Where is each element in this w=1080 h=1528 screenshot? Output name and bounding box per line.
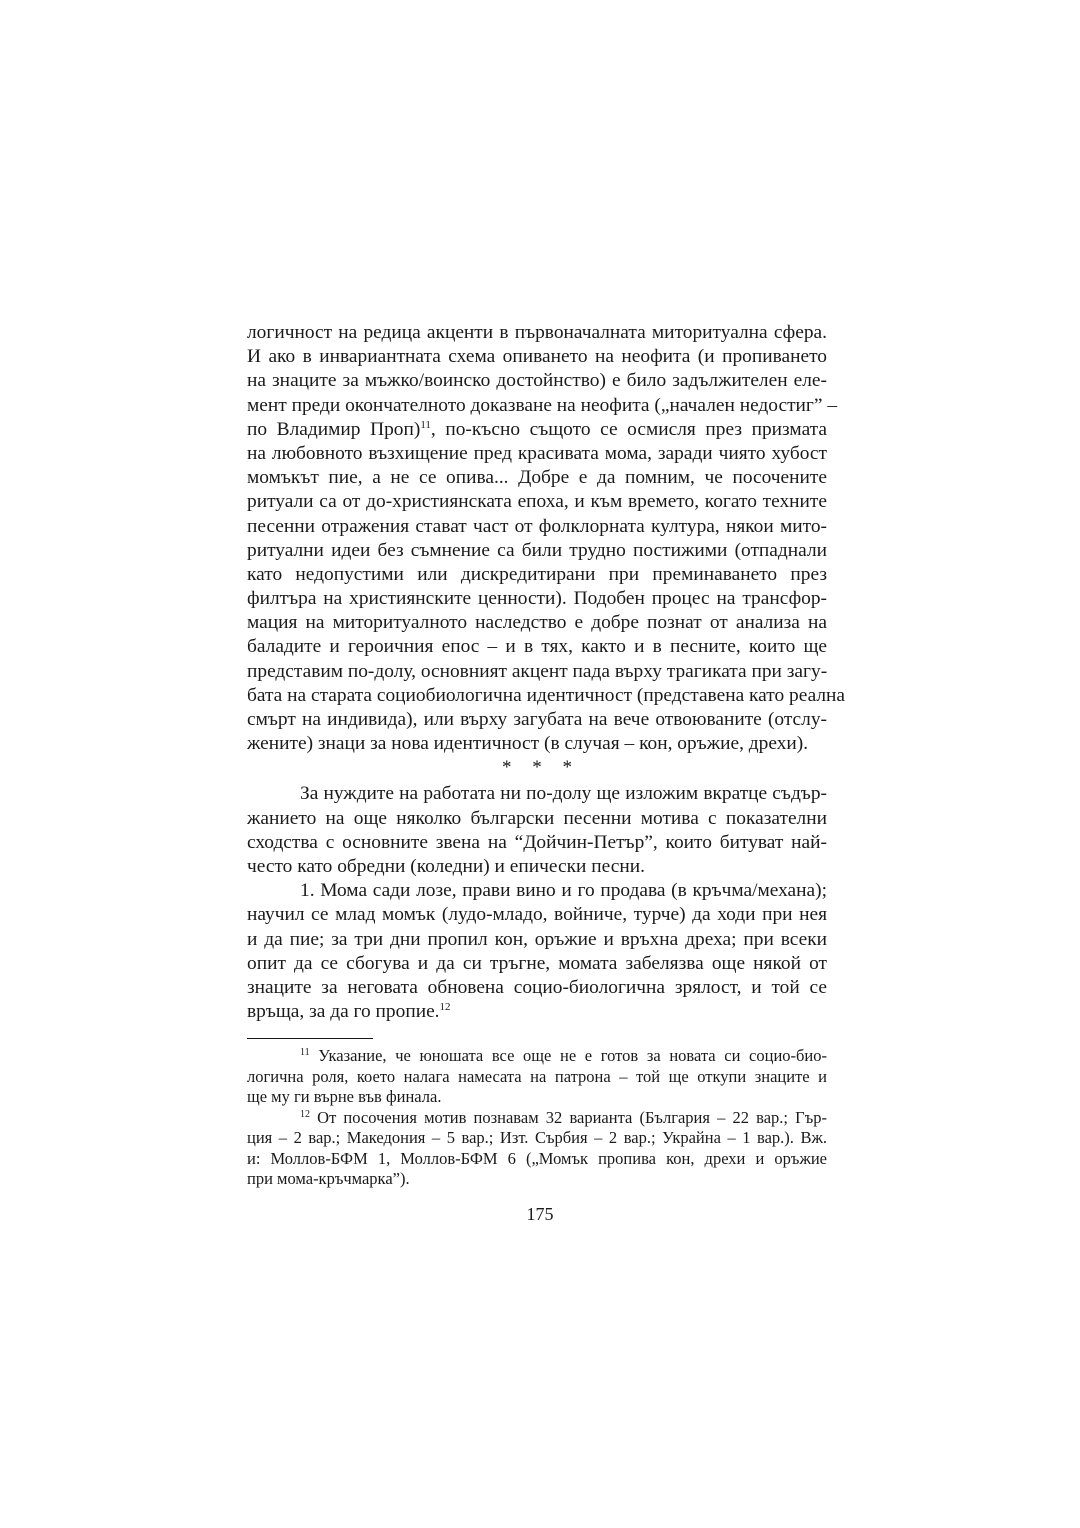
text-line: мент преди окончателното доказване на неофита („начален недостиг” – xyxy=(247,394,838,416)
section-separator: * * * xyxy=(502,757,580,779)
text-line: песенни отражения стават част от фолклорната култура, някои мито- xyxy=(247,515,827,537)
footnote-line xyxy=(247,1046,827,1067)
main-text xyxy=(247,321,846,1024)
footnote-ref-11[interactable]: 11 xyxy=(420,418,431,431)
text-line xyxy=(247,418,827,442)
text-line: И ако в инвариантната схема опиването на неофита (и пропиването xyxy=(247,346,827,368)
footnote-marker-12: 12 xyxy=(300,1108,310,1120)
footnote-line: ще му ги върне във финала. xyxy=(247,1087,442,1106)
footnote-line: ция – 2 вар.; Македония – 5 вар.; Изт. Сърбия – 2 вар.; Украйна – 1 вар.). Вж. xyxy=(247,1128,827,1147)
text-line: жените) знаци за нова идентичност (в случая – кон, оръжие, дрехи). xyxy=(247,733,809,755)
text-line xyxy=(247,1000,827,1024)
text-fragment: От посочения мотив познавам 32 варианта (България – 22 вар.; Гър- xyxy=(310,1107,827,1127)
paragraph-2 xyxy=(247,782,827,879)
text-line: смърт на индивида), или върху загубата на вече отвоюваните (отслу- xyxy=(247,709,827,730)
text-line: опит да се сбогува и да си тръгне, момата забелязва още някой от xyxy=(247,952,827,974)
text-line: ритуални идеи без съмнение са били трудно постижими (отпаднали xyxy=(247,539,827,561)
text-fragment: по Владимир Проп) xyxy=(247,418,421,440)
text-fragment: , по-късно същото се осмисля през призмата xyxy=(430,418,827,440)
footnote-line: и: Моллов-БФМ 1, Моллов-БФМ 6 („Момък пропива кон, дрехи и оръжие xyxy=(247,1148,827,1168)
text-line: жанието на още няколко български песенни мотива с показателни xyxy=(247,807,827,829)
footnote-divider xyxy=(247,1038,373,1039)
text-fragment: връща, за да го пропие. xyxy=(247,1001,440,1023)
footnote-ref-12[interactable]: 12 xyxy=(439,1001,451,1014)
text-line: баладите и героичния епос – и в тях, както и в песните, които ще xyxy=(247,636,827,658)
text-line: логичност на редица акценти в първоначалната миторитуална сфера. xyxy=(247,322,827,343)
text-line: 1. Мома сади лозе, прави вино и го продава (в кръчма/механа); xyxy=(300,880,827,902)
text-line: на любовното възхищение пред красивата мома, заради чиято хубост xyxy=(247,442,827,464)
text-line: филтъра на християнските ценности). Подобен процес на трансфор- xyxy=(247,588,827,610)
paragraph-1 xyxy=(247,321,846,756)
page-number: 175 xyxy=(526,1204,554,1224)
text-line: на знаците за мъжко/воинско достойнство) е било задължителен еле- xyxy=(247,370,827,392)
footnote-line xyxy=(247,1108,827,1129)
footnotes xyxy=(247,1046,827,1190)
text-fragment: Указание, че юношата все още не е готов за новата си социо-био- xyxy=(309,1046,827,1065)
text-line: момъкът пие, а не се опива... Добре е да помним, че посочените xyxy=(247,467,827,489)
text-line: мация на миторитуалното наследство е добре познат от анализа на xyxy=(247,612,827,634)
footnote-12 xyxy=(247,1108,827,1190)
paragraph-3 xyxy=(247,879,827,1024)
footnote-line: логична роля, което налага намесата на патрона – той ще откупи знаците и xyxy=(247,1066,827,1086)
text-line: За нуждите на работата ни по-долу ще изложим вкратце съдър- xyxy=(300,783,827,805)
footnote-line: при мома-кръчмарка”). xyxy=(247,1169,410,1188)
footnote-marker-11: 11 xyxy=(300,1047,310,1058)
text-line: представим по-долу, основният акцент пада върху трагиката при загу- xyxy=(247,660,828,682)
text-line: често като обредни (коледни) и епически песни. xyxy=(247,855,645,877)
text-line: ритуали са от до-християнската епоха, и към времето, когато техните xyxy=(247,491,827,513)
text-line: и да пие; за три дни пропил кон, оръжие и връхна дреха; при всеки xyxy=(247,928,827,950)
text-line: знаците за неговата обновена социо-биологична зрялост, и той се xyxy=(247,976,827,998)
text-line: като недопустими или дискредитирани при преминаването през xyxy=(247,563,827,585)
text-line: бата на старата социобиологична идентичност (представена като реална xyxy=(247,684,846,706)
text-line: научил се млад момък (лудо-младо, войниче, турче) да ходи при нея xyxy=(247,904,827,926)
text-line: сходства с основните звена на “Дойчин-Петър”, които битуват най- xyxy=(247,831,827,853)
footnote-11 xyxy=(247,1046,827,1108)
